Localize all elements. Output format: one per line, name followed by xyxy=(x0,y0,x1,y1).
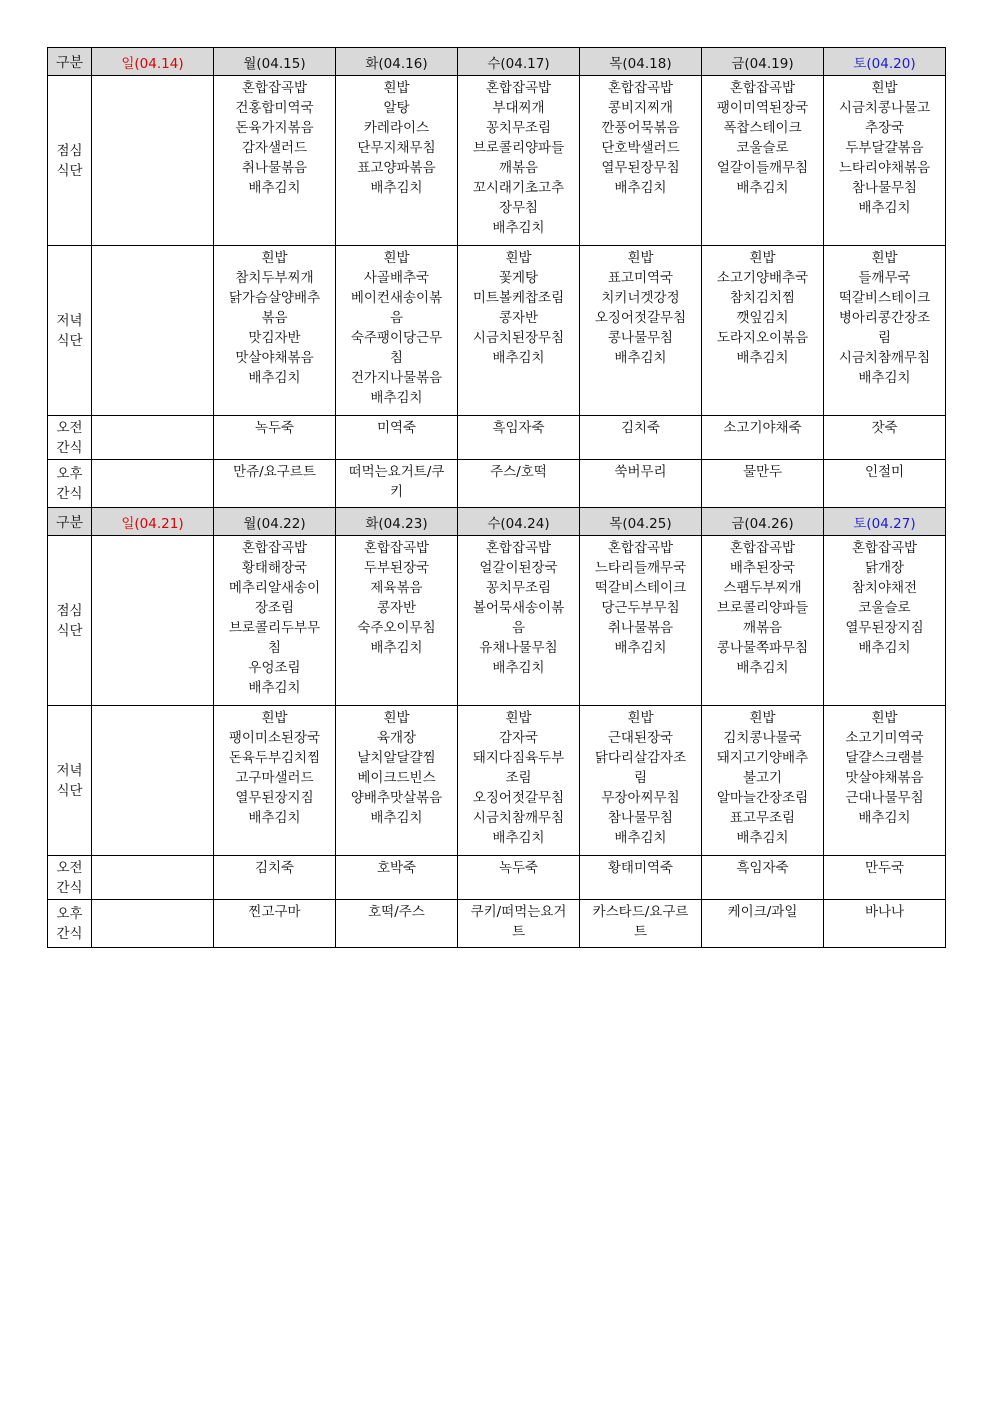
menu-item: 흰밥 xyxy=(871,80,898,96)
snack-cell: 녹두죽 xyxy=(458,856,580,900)
row-label: 저녁 식단 xyxy=(48,246,92,416)
menu-item: 혼합잡곡밥 xyxy=(485,80,552,96)
snack-cell xyxy=(92,856,214,900)
menu-item: 꼬시래기초고추 장무침 xyxy=(472,180,565,216)
menu-item: 배추김치 xyxy=(248,680,301,696)
category-header: 구분 xyxy=(48,508,92,536)
snack-cell: 잣죽 xyxy=(824,416,946,460)
menu-item: 들깨무국 xyxy=(858,270,911,286)
menu-item: 메추리알새송이 장조림 xyxy=(228,580,321,616)
menu-item: 베이크드빈스 xyxy=(357,770,436,786)
menu-item: 깻잎김치 xyxy=(736,310,789,326)
menu-item: 맛김자반 xyxy=(248,330,301,346)
menu-item: 배추김치 xyxy=(614,830,667,846)
morning-snack-row xyxy=(48,856,946,900)
menu-item: 배추김치 xyxy=(370,810,423,826)
menu-item: 참나물무침 xyxy=(607,810,674,826)
menu-item: 사골배추국 xyxy=(363,270,430,286)
menu-item: 단호박샐러드 xyxy=(601,140,680,156)
snack-cell xyxy=(92,460,214,508)
menu-item: 배추김치 xyxy=(248,810,301,826)
menu-item: 브로콜리두부무 침 xyxy=(228,620,321,656)
menu-cell xyxy=(92,246,214,416)
dinner-row xyxy=(48,246,946,416)
row-label: 오후 간식 xyxy=(48,460,92,508)
snack-cell: 미역죽 xyxy=(336,416,458,460)
menu-cell xyxy=(580,76,702,246)
menu-item: 부대찌개 xyxy=(492,100,545,116)
morning-snack-row xyxy=(48,416,946,460)
menu-item: 미트볼케찹조림 xyxy=(472,290,565,306)
menu-item: 근대나물무침 xyxy=(845,790,924,806)
menu-item: 흰밥 xyxy=(627,250,654,266)
snack-cell xyxy=(92,900,214,948)
menu-item: 배추김치 xyxy=(736,660,789,676)
snack-cell: 떠먹는요거트/쿠 키 xyxy=(336,460,458,508)
day-header: 금(04.19) xyxy=(702,48,824,76)
menu-cell xyxy=(214,536,336,706)
menu-item: 배추김치 xyxy=(248,370,301,386)
category-header: 구분 xyxy=(48,48,92,76)
menu-item: 배추김치 xyxy=(492,830,545,846)
menu-item: 돼지고기양배추 불고기 xyxy=(716,750,809,786)
snack-cell: 황태미역죽 xyxy=(580,856,702,900)
menu-item: 근대된장국 xyxy=(607,730,674,746)
menu-item: 제육볶음 xyxy=(370,580,423,596)
menu-item: 깐풍어묵볶음 xyxy=(601,120,680,136)
menu-item: 스팸두부찌개 xyxy=(723,580,802,596)
menu-item: 표고미역국 xyxy=(607,270,674,286)
menu-item: 꽁치무조림 xyxy=(485,120,552,136)
menu-item: 혼합잡곡밥 xyxy=(241,80,308,96)
snack-cell: 찐고구마 xyxy=(214,900,336,948)
menu-item: 숙주팽이당근무 침 xyxy=(350,330,443,366)
menu-item: 폭찹스테이크 xyxy=(723,120,802,136)
week-header-row xyxy=(48,508,946,536)
menu-item: 열무된장지짐 xyxy=(235,790,314,806)
menu-item: 참치김치찜 xyxy=(729,290,796,306)
menu-item: 배추김치 xyxy=(492,660,545,676)
menu-item: 흰밥 xyxy=(505,250,532,266)
snack-cell: 바나나 xyxy=(824,900,946,948)
menu-cell xyxy=(214,706,336,856)
menu-item: 흰밥 xyxy=(383,80,410,96)
menu-cell xyxy=(458,536,580,706)
snack-cell: 소고기야채죽 xyxy=(702,416,824,460)
menu-cell xyxy=(458,246,580,416)
menu-item: 오징어젓갈무침 xyxy=(472,790,565,806)
menu-item: 배추김치 xyxy=(370,180,423,196)
menu-item: 고구마샐러드 xyxy=(235,770,314,786)
menu-item: 배추김치 xyxy=(248,180,301,196)
menu-item: 우엉조림 xyxy=(248,660,301,676)
menu-item: 시금치콩나물고 추장국 xyxy=(838,100,931,136)
afternoon-snack-row xyxy=(48,460,946,508)
menu-item: 배추김치 xyxy=(858,200,911,216)
menu-item: 떡갈비스테이크 xyxy=(594,580,687,596)
week-header-row xyxy=(48,48,946,76)
row-label: 오후 간식 xyxy=(48,900,92,948)
menu-item: 배추김치 xyxy=(492,350,545,366)
menu-cell xyxy=(458,706,580,856)
snack-cell: 물만두 xyxy=(702,460,824,508)
menu-item: 콩나물무침 xyxy=(607,330,674,346)
menu-cell xyxy=(824,536,946,706)
menu-item: 시금치참깨무침 xyxy=(472,810,565,826)
menu-item: 흰밥 xyxy=(383,710,410,726)
menu-item: 당근두부무침 xyxy=(601,600,680,616)
menu-cell xyxy=(336,76,458,246)
day-header: 월(04.22) xyxy=(214,508,336,536)
menu-item: 베이컨새송이볶 음 xyxy=(350,290,443,326)
menu-item: 육개장 xyxy=(376,730,417,746)
menu-cell xyxy=(336,536,458,706)
menu-item: 팽이미소된장국 xyxy=(228,730,321,746)
menu-item: 흰밥 xyxy=(505,710,532,726)
menu-item: 참치두부찌개 xyxy=(235,270,314,286)
menu-cell xyxy=(580,246,702,416)
menu-item: 배추김치 xyxy=(736,830,789,846)
menu-item: 배추김치 xyxy=(736,180,789,196)
snack-cell: 케이크/과일 xyxy=(702,900,824,948)
menu-item: 돼지다짐육두부 조림 xyxy=(472,750,565,786)
meal-plan-table xyxy=(47,47,946,948)
snack-cell: 인절미 xyxy=(824,460,946,508)
menu-item: 양배추맛살볶음 xyxy=(350,790,443,806)
menu-cell xyxy=(702,246,824,416)
menu-item: 배추김치 xyxy=(736,350,789,366)
day-header: 토(04.20) xyxy=(824,48,946,76)
day-header: 수(04.17) xyxy=(458,48,580,76)
menu-item: 참치야채전 xyxy=(851,580,918,596)
menu-item: 혼합잡곡밥 xyxy=(363,540,430,556)
menu-item: 오징어젓갈무침 xyxy=(594,310,687,326)
menu-item: 콩자반 xyxy=(498,310,539,326)
day-header: 월(04.15) xyxy=(214,48,336,76)
menu-item: 얼갈이들깨무침 xyxy=(716,160,809,176)
menu-item: 유채나물무침 xyxy=(479,640,558,656)
menu-item: 배추된장국 xyxy=(729,560,796,576)
menu-item: 혼합잡곡밥 xyxy=(729,540,796,556)
row-label: 저녁 식단 xyxy=(48,706,92,856)
snack-cell: 녹두죽 xyxy=(214,416,336,460)
menu-item: 맛살야채볶음 xyxy=(235,350,314,366)
day-header: 일(04.14) xyxy=(92,48,214,76)
menu-item: 흰밥 xyxy=(261,710,288,726)
menu-cell xyxy=(580,706,702,856)
menu-item: 돈육가지볶음 xyxy=(235,120,314,136)
afternoon-snack-row xyxy=(48,900,946,948)
menu-cell xyxy=(702,76,824,246)
day-header: 목(04.25) xyxy=(580,508,702,536)
menu-item: 건홍합미역국 xyxy=(235,100,314,116)
menu-item: 열무된장무침 xyxy=(601,160,680,176)
menu-item: 느타리야채볶음 xyxy=(838,160,931,176)
snack-cell: 주스/호떡 xyxy=(458,460,580,508)
menu-item: 팽이미역된장국 xyxy=(716,100,809,116)
menu-item: 병아리콩간장조 림 xyxy=(838,310,931,346)
menu-item: 떡갈비스테이크 xyxy=(838,290,931,306)
menu-item: 표고무조림 xyxy=(729,810,796,826)
menu-item: 혼합잡곡밥 xyxy=(607,80,674,96)
menu-item: 알마늘간장조림 xyxy=(716,790,809,806)
menu-item: 시금치된장무침 xyxy=(472,330,565,346)
menu-cell xyxy=(824,706,946,856)
snack-cell: 호박죽 xyxy=(336,856,458,900)
menu-item: 감자샐러드 xyxy=(241,140,308,156)
menu-item: 시금치참깨무침 xyxy=(838,350,931,366)
menu-item: 코울슬로 xyxy=(736,140,789,156)
menu-item: 닭개장 xyxy=(864,560,905,576)
menu-item: 두부된장국 xyxy=(363,560,430,576)
menu-item: 브로콜리양파들 깨볶음 xyxy=(472,140,565,176)
day-header: 수(04.24) xyxy=(458,508,580,536)
menu-item: 배추김치 xyxy=(858,370,911,386)
menu-item: 콩자반 xyxy=(376,600,417,616)
menu-cell xyxy=(336,246,458,416)
snack-cell xyxy=(92,416,214,460)
menu-item: 배추김치 xyxy=(858,810,911,826)
menu-item: 배추김치 xyxy=(614,350,667,366)
menu-cell xyxy=(702,536,824,706)
menu-item: 소고기미역국 xyxy=(845,730,924,746)
dinner-row xyxy=(48,706,946,856)
menu-item: 소고기양배추국 xyxy=(716,270,809,286)
menu-item: 혼합잡곡밥 xyxy=(607,540,674,556)
snack-cell: 쑥버무리 xyxy=(580,460,702,508)
menu-item: 흰밥 xyxy=(383,250,410,266)
menu-item: 열무된장지짐 xyxy=(845,620,924,636)
menu-item: 닭다리살감자조 림 xyxy=(594,750,687,786)
menu-item: 단무지채무침 xyxy=(357,140,436,156)
menu-cell xyxy=(92,536,214,706)
menu-item: 흰밥 xyxy=(627,710,654,726)
menu-item: 혼합잡곡밥 xyxy=(851,540,918,556)
menu-item: 취나물볶음 xyxy=(607,620,674,636)
menu-item: 혼합잡곡밥 xyxy=(241,540,308,556)
snack-cell: 만쥬/요구르트 xyxy=(214,460,336,508)
snack-cell: 김치죽 xyxy=(214,856,336,900)
menu-item: 맛살야채볶음 xyxy=(845,770,924,786)
menu-cell xyxy=(580,536,702,706)
menu-item: 건가지나물볶음 xyxy=(350,370,443,386)
menu-item: 얼갈이된장국 xyxy=(479,560,558,576)
menu-cell xyxy=(214,246,336,416)
snack-cell: 흑임자죽 xyxy=(702,856,824,900)
menu-item: 배추김치 xyxy=(614,640,667,656)
menu-item: 흰밥 xyxy=(871,250,898,266)
menu-item: 흰밥 xyxy=(261,250,288,266)
menu-item: 참나물무침 xyxy=(851,180,918,196)
menu-item: 숙주오이무침 xyxy=(357,620,436,636)
menu-item: 돈육두부김치찜 xyxy=(228,750,321,766)
menu-item: 혼합잡곡밥 xyxy=(485,540,552,556)
snack-cell: 쿠키/떠먹는요거 트 xyxy=(458,900,580,948)
menu-item: 표고양파볶음 xyxy=(357,160,436,176)
menu-item: 코울슬로 xyxy=(858,600,911,616)
menu-item: 김치콩나물국 xyxy=(723,730,802,746)
day-header: 금(04.26) xyxy=(702,508,824,536)
menu-item: 닭가슴살양배추 볶음 xyxy=(228,290,321,326)
day-header: 토(04.27) xyxy=(824,508,946,536)
lunch-row xyxy=(48,76,946,246)
menu-item: 배추김치 xyxy=(370,640,423,656)
lunch-row xyxy=(48,536,946,706)
menu-item: 두부달걀볶음 xyxy=(845,140,924,156)
menu-item: 감자국 xyxy=(498,730,539,746)
menu-item: 배추김치 xyxy=(858,640,911,656)
menu-cell xyxy=(458,76,580,246)
menu-item: 혼합잡곡밥 xyxy=(729,80,796,96)
menu-cell xyxy=(92,76,214,246)
row-label: 오전 간식 xyxy=(48,856,92,900)
snack-cell: 김치죽 xyxy=(580,416,702,460)
menu-item: 흰밥 xyxy=(749,250,776,266)
menu-item: 날치알달걀찜 xyxy=(357,750,436,766)
snack-cell: 호떡/주스 xyxy=(336,900,458,948)
menu-item: 콩나물쪽파무침 xyxy=(716,640,809,656)
menu-cell xyxy=(92,706,214,856)
menu-item: 콩비지찌개 xyxy=(607,100,674,116)
menu-item: 배추김치 xyxy=(492,220,545,236)
menu-item: 달걀스크램블 xyxy=(845,750,924,766)
row-label: 점심 식단 xyxy=(48,536,92,706)
menu-item: 카레라이스 xyxy=(363,120,430,136)
menu-item: 치키너겟강정 xyxy=(601,290,680,306)
menu-item: 도라지오이볶음 xyxy=(716,330,809,346)
menu-item: 알탕 xyxy=(383,100,410,116)
menu-cell xyxy=(824,246,946,416)
menu-item: 취나물볶음 xyxy=(241,160,308,176)
menu-cell xyxy=(336,706,458,856)
menu-cell xyxy=(824,76,946,246)
day-header: 목(04.18) xyxy=(580,48,702,76)
menu-item: 배추김치 xyxy=(614,180,667,196)
menu-item: 무장아찌무침 xyxy=(601,790,680,806)
snack-cell: 카스타드/요구르 트 xyxy=(580,900,702,948)
snack-cell: 만두국 xyxy=(824,856,946,900)
row-label: 오전 간식 xyxy=(48,416,92,460)
menu-item: 흰밥 xyxy=(749,710,776,726)
menu-item: 꽃게탕 xyxy=(498,270,539,286)
menu-item: 흰밥 xyxy=(871,710,898,726)
day-header: 화(04.16) xyxy=(336,48,458,76)
snack-cell: 흑임자죽 xyxy=(458,416,580,460)
day-header: 화(04.23) xyxy=(336,508,458,536)
day-header: 일(04.21) xyxy=(92,508,214,536)
menu-item: 볼어묵새송이볶 음 xyxy=(472,600,565,636)
menu-cell xyxy=(702,706,824,856)
menu-item: 배추김치 xyxy=(370,390,423,406)
menu-item: 느타리들깨무국 xyxy=(594,560,687,576)
meal-plan-body xyxy=(48,48,946,948)
menu-item: 황태해장국 xyxy=(241,560,308,576)
row-label: 점심 식단 xyxy=(48,76,92,246)
menu-cell xyxy=(214,76,336,246)
menu-item: 꽁치무조림 xyxy=(485,580,552,596)
menu-item: 브로콜리양파들 깨볶음 xyxy=(716,600,809,636)
